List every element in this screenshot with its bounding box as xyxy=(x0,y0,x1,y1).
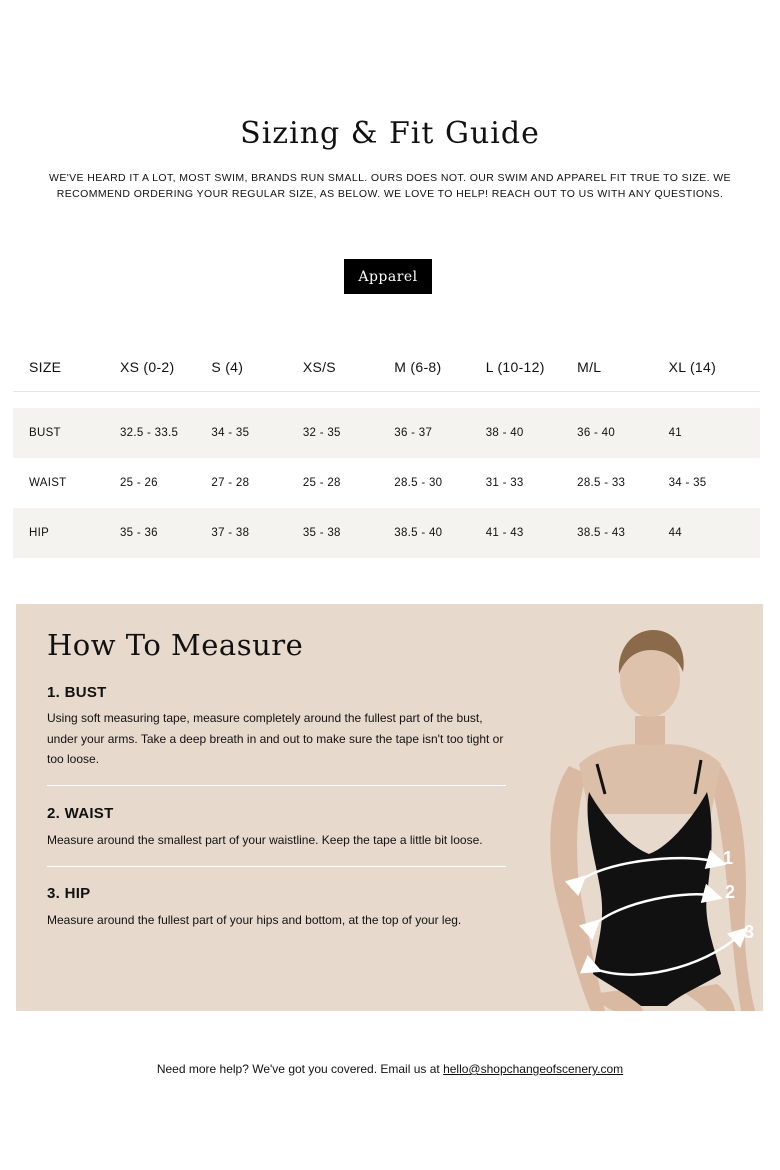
table-cell: 38.5 - 40 xyxy=(394,527,443,539)
marker-waist-label: 2 xyxy=(725,882,736,902)
table-cell: 25 - 28 xyxy=(302,477,341,489)
page-title: Sizing & Fit Guide xyxy=(240,116,540,151)
step-bust-title: 1. BUST xyxy=(47,684,107,701)
size-header: SIZE xyxy=(29,358,62,375)
table-cell: 41 xyxy=(668,427,682,439)
table-cell: 38 - 40 xyxy=(485,427,524,439)
table-cell: 27 - 28 xyxy=(211,477,250,489)
marker-bust-label: 1 xyxy=(723,848,734,868)
table-cell: 32 - 35 xyxy=(302,427,341,439)
size-table-header-row xyxy=(13,342,760,392)
table-cell: 31 - 33 xyxy=(485,477,524,489)
size-header-l: L (10-12) xyxy=(485,358,545,375)
table-cell: 38.5 - 43 xyxy=(577,527,626,539)
row-label-waist: WAIST xyxy=(29,477,67,489)
row-label-bust: BUST xyxy=(29,427,61,439)
table-cell: 41 - 43 xyxy=(485,527,524,539)
step-waist-text: Measure around the smallest part of your waistline. Keep the tape a little bit loose. xyxy=(47,833,483,847)
model-measurement-illustration xyxy=(531,624,763,1011)
divider xyxy=(47,866,506,867)
model-figure xyxy=(550,630,755,1011)
intro-text: WE'VE HEARD IT A LOT, MOST SWIM, BRANDS RUN SMALL. OURS DOES NOT. OUR SWIM AND APPAREL FIT TRUE TO SIZE. WE RECOMMEND ORDERING YOUR REGULAR SIZE, AS BELOW. WE LOVE TO HELP! REACH OUT TO US WITH ANY QUESTIONS. xyxy=(49,172,731,200)
footer-help xyxy=(0,1062,780,1076)
table-cell: 36 - 40 xyxy=(577,427,616,439)
table-cell: 34 - 35 xyxy=(211,427,250,439)
marker-hip-label: 3 xyxy=(744,922,755,942)
row-label-hip: HIP xyxy=(29,527,50,539)
step-hip-text: Measure around the fullest part of your hips and bottom, at the top of your leg. xyxy=(47,913,462,927)
table-cell: 34 - 35 xyxy=(668,477,707,489)
size-header-xs-s: XS/S xyxy=(302,358,336,375)
table-cell: 35 - 38 xyxy=(302,527,341,539)
step-hip-title: 3. HIP xyxy=(47,885,91,902)
size-header-xs: XS (0-2) xyxy=(119,358,175,375)
table-row-waist xyxy=(13,458,760,508)
table-row-bust xyxy=(13,408,760,458)
size-header-xl: XL (14) xyxy=(668,358,717,375)
step-bust-text: Using soft measuring tape, measure completely around the fullest part of the bust, under your arms. Take a deep breath in and out to make sure the tape isn't too tight or too loose. xyxy=(47,711,504,766)
size-chart-table xyxy=(13,342,760,558)
table-cell: 44 xyxy=(668,527,682,539)
table-cell: 35 - 36 xyxy=(119,527,158,539)
divider xyxy=(47,785,506,786)
how-to-measure-panel xyxy=(16,604,763,1011)
step-waist-title: 2. WAIST xyxy=(47,805,114,822)
table-cell: 37 - 38 xyxy=(211,527,250,539)
table-cell: 36 - 37 xyxy=(394,427,433,439)
support-email-link[interactable]: hello@shopchangeofscenery.com xyxy=(443,1062,624,1076)
size-header-s: S (4) xyxy=(211,358,244,375)
size-header-m-l: M/L xyxy=(577,358,602,375)
table-cell: 28.5 - 30 xyxy=(394,477,443,489)
table-row-hip xyxy=(13,508,760,558)
apparel-tab-button[interactable]: Apparel xyxy=(344,259,432,294)
table-cell: 25 - 26 xyxy=(119,477,158,489)
how-to-measure-title: How To Measure xyxy=(47,628,304,662)
table-cell: 28.5 - 33 xyxy=(577,477,626,489)
size-header-m: M (6-8) xyxy=(394,358,442,375)
footer-help-text: Need more help? We've got you covered. Email us at xyxy=(156,1062,440,1076)
table-cell: 32.5 - 33.5 xyxy=(119,427,179,439)
